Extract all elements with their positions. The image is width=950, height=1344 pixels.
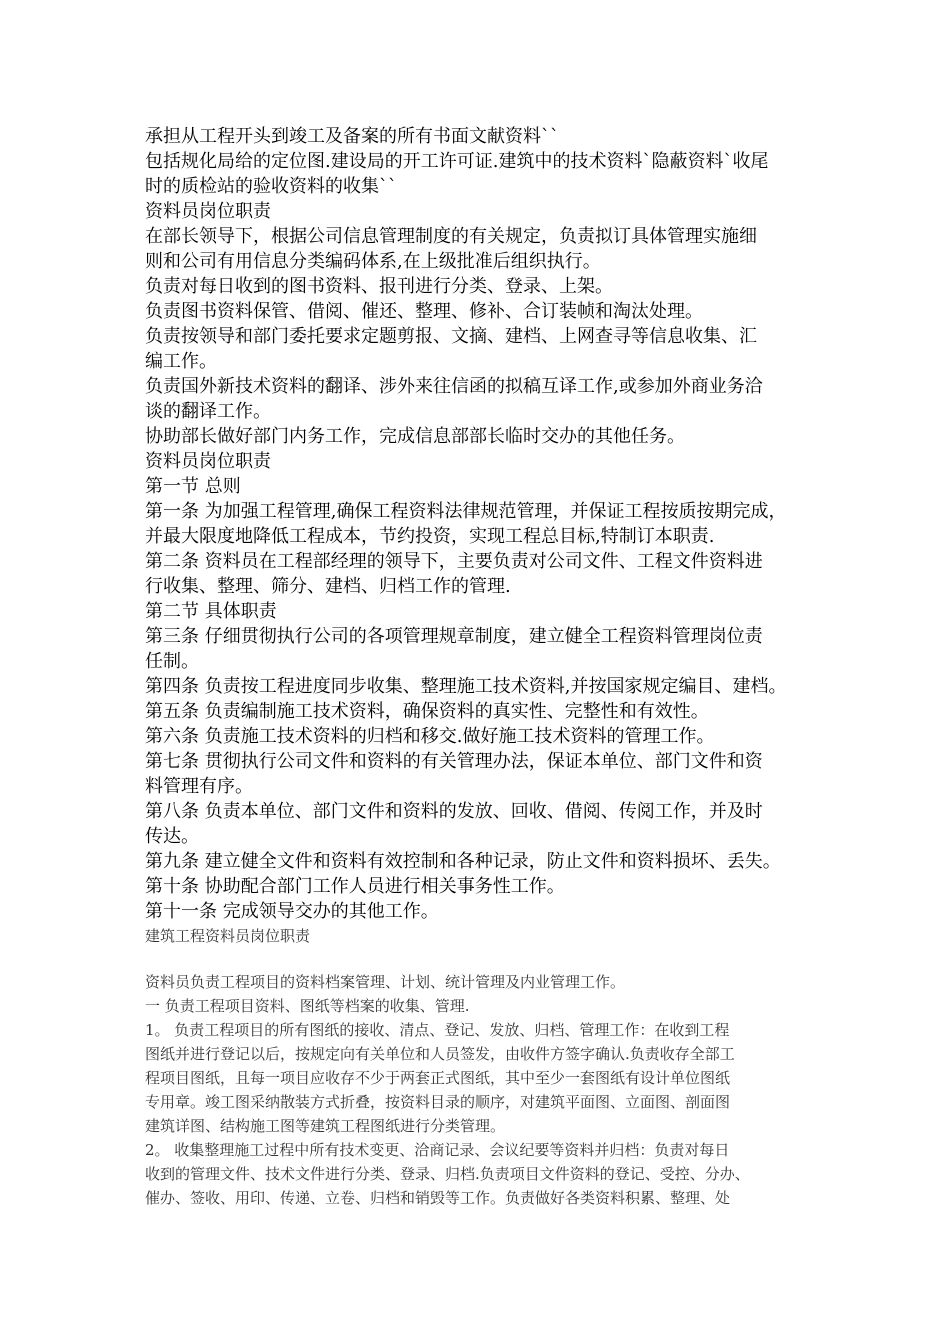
text-line: 时的质检站的验收资料的收集`` — [145, 176, 397, 197]
text-line: 第七条 贯彻执行公司文件和资料的有关管理办法，保证本单位、部门文件和资 — [145, 751, 763, 772]
text-line: 程项目图纸，且每一项目应收存不少于两套正式图纸，其中至少一套图纸有设计单位图纸 — [145, 1069, 731, 1087]
text-line: 承担从工程开头到竣工及备案的所有书面文献资料`` — [145, 126, 559, 147]
text-line: 在部长领导下，根据公司信息管理制度的有关规定，负责拟订具体管理实施细 — [145, 226, 757, 247]
text-line: 编工作。 — [145, 351, 217, 372]
text-line: 收到的管理文件、技术文件进行分类、登录、归档.负责项目文件资料的登记、受控、分办、 — [145, 1165, 750, 1183]
text-line: 图纸并进行登记以后，按规定向有关单位和人员签发，由收件方签字确认.负责收存全部工 — [145, 1045, 735, 1063]
construction-duties-block — [145, 970, 835, 1210]
text-line: 第三条 仔细贯彻执行公司的各项管理规章制度，建立健全工程资料管理岗位责 — [145, 626, 763, 647]
text-line: 第一节 总则 — [145, 476, 241, 497]
text-line: 负责图书资料保管、借阅、催还、整理、修补、合订装帧和淘汰处理。 — [145, 301, 703, 322]
text-line: 负责对每日收到的图书资料、报刊进行分类、登录、上架。 — [145, 276, 613, 297]
text-line: 第六条 负责施工技术资料的归档和移交.做好施工技术资料的管理工作。 — [145, 726, 715, 747]
duties-text-block — [145, 124, 835, 924]
text-line: 一 负责工程项目资料、图纸等档案的收集、管理. — [145, 997, 470, 1015]
text-line: 任制。 — [145, 651, 199, 672]
text-line: 第二节 具体职责 — [145, 601, 277, 622]
text-line: 并最大限度地降低工程成本，节约投资，实现工程总目标,特制订本职责. — [145, 526, 715, 547]
text-line: 第十一条 完成领导交办的其他工作。 — [145, 901, 439, 922]
text-line: 行收集、整理、筛分、建档、归档工作的管理. — [145, 576, 511, 597]
text-line: 则和公司有用信息分类编码体系,在上级批准后组织执行。 — [145, 251, 601, 272]
text-line: 资料员负责工程项目的资料档案管理、计划、统计管理及内业管理工作。 — [145, 973, 626, 991]
text-line: 催办、签收、用印、传递、立卷、归档和销毁等工作。负责做好各类资料积累、整理、处 — [145, 1189, 731, 1207]
text-line: 传达。 — [145, 826, 199, 847]
text-line: 第九条 建立健全文件和资料有效控制和各种记录，防止文件和资料损坏、丢失。 — [145, 851, 781, 872]
text-line: 第八条 负责本单位、部门文件和资料的发放、回收、借阅、传阅工作，并及时 — [145, 801, 763, 822]
text-line: 资料员岗位职责 — [145, 451, 271, 472]
text-line: 1。 负责工程项目的所有图纸的接收、清点、登记、发放、归档、管理工作：在收到工程 — [145, 1021, 730, 1039]
text-line: 2。 收集整理施工过程中所有技术变更、洽商记录、会议纪要等资料并归档：负责对每日 — [145, 1141, 730, 1159]
text-line: 第五条 负责编制施工技术资料，确保资料的真实性、完整性和有效性。 — [145, 701, 709, 722]
text-line: 包括规化局给的定位图.建设局的开工许可证.建筑中的技术资料`隐蔽资料`收尾 — [145, 151, 769, 172]
text-line: 谈的翻译工作。 — [145, 401, 271, 422]
text-line: 资料员岗位职责 — [145, 201, 271, 222]
document-page — [145, 124, 835, 1210]
section-title: 建筑工程资料员岗位职责 — [145, 927, 311, 945]
text-line: 协助部长做好部门内务工作，完成信息部部长临时交办的其他任务。 — [145, 426, 685, 447]
text-line: 建筑详图、结构施工图等建筑工程图纸进行分类管理。 — [145, 1117, 506, 1135]
text-line: 专用章。竣工图采纳散装方式折叠，按资料目录的顺序，对建筑平面图、立面图、剖面图 — [145, 1093, 731, 1111]
text-line: 第二条 资料员在工程部经理的领导下，主要负责对公司文件、工程文件资料进 — [145, 551, 763, 572]
text-line: 负责按领导和部门委托要求定题剪报、文摘、建档、上网查寻等信息收集、汇 — [145, 326, 757, 347]
text-line: 负责国外新技术资料的翻译、涉外来往信函的拟稿互译工作,或参加外商业务洽 — [145, 376, 763, 397]
text-line: 第四条 负责按工程进度同步收集、整理施工技术资料,并按国家规定编目、建档。 — [145, 676, 787, 697]
text-line: 料管理有序。 — [145, 776, 253, 797]
text-line: 第十条 协助配合部门工作人员进行相关事务性工作。 — [145, 876, 565, 897]
text-line: 第一条 为加强工程管理,确保工程资料法律规范管理，并保证工程按质按期完成， — [145, 501, 787, 522]
